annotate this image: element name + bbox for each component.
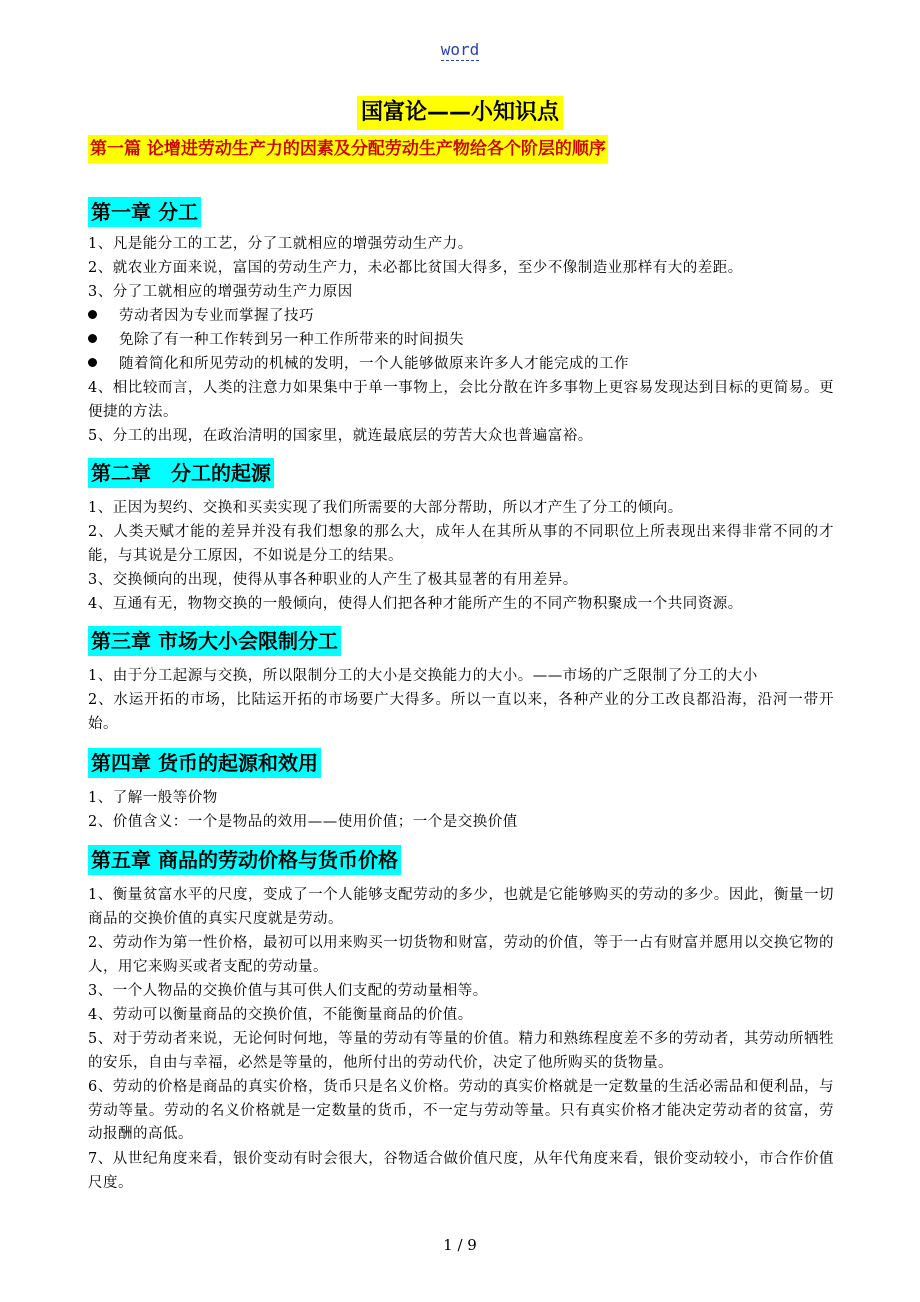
paragraph: 6、劳动的价格是商品的真实价格，货币只是名义价格。劳动的真实价格就是一定数量的生活必需品和便利品，与劳动等量。劳动的名义价格就是一定数量的货币，不一定与劳动等量。只有真实价格才能决定劳动者的贫富，劳动报酬的高低。 <box>88 1079 834 1142</box>
part-heading: 第一篇 论增进劳动生产力的因素及分配劳动生产物给各个阶层的顺序 <box>88 135 608 163</box>
paragraph: 4、劳动可以衡量商品的交换价值，不能衡量商品的价值。 <box>88 1007 473 1023</box>
paragraph: 2、人类天赋才能的差异并没有我们想象的那么大，成年人在其所从事的不同职位上所表现出来得非常不同的才能，与其说是分工原因，不如说是分工的结果。 <box>88 524 834 564</box>
paragraph: 7、从世纪角度来看，银价变动有时会很大，谷物适合做价值尺度，从年代角度来看，银价变动较小，市合作价值尺度。 <box>88 1151 834 1191</box>
paragraph: 4、互通有无，物物交换的一般倾向，使得人们把各种才能所产生的不同产物积聚成一个共同资源。 <box>88 596 743 612</box>
header-word-link[interactable]: word <box>440 40 480 59</box>
bullet-dot-icon <box>88 334 97 343</box>
bullet-item: 随着简化和所见劳动的机械的发明，一个人能够做原来许多人才能完成的工作 <box>88 353 629 377</box>
paragraph: 1、凡是能分工的工艺，分了工就相应的增强劳动生产力。 <box>88 236 473 252</box>
paragraph: 2、就农业方面来说，富国的劳动生产力，未必都比贫国大得多，至少不像制造业那样有大的差距。 <box>88 260 743 276</box>
chapter-heading-2: 第二章 分工的起源 <box>88 458 274 488</box>
paragraph: 5、对于劳动者来说，无论何时何地，等量的劳动有等量的价值。精力和熟练程度差不多的劳动者，其劳动所牺牲的安乐，自由与幸福，必然是等量的，他所付出的劳动代价，决定了他所购买的货物量。 <box>88 1031 834 1071</box>
document-title: 国富论——小知识点 <box>357 96 563 130</box>
bullet-dot-icon <box>88 358 97 367</box>
paragraph: 5、分工的出现，在政治清明的国家里，就连最底层的劳苦大众也普遍富裕。 <box>88 428 593 444</box>
chapter-heading-1: 第一章 分工 <box>88 197 201 227</box>
paragraph: 3、分了工就相应的增强劳动生产力原因 <box>88 284 353 300</box>
paragraph: 1、了解一般等价物 <box>88 790 218 806</box>
chapter-heading-3: 第三章 市场大小会限制分工 <box>88 626 341 656</box>
paragraph: 1、由于分工起源与交换，所以限制分工的大小是交换能力的大小。——市场的广乏限制了分工的大小 <box>88 668 758 684</box>
page-number: 1 / 9 <box>443 1236 477 1254</box>
chapter-heading-4: 第四章 货币的起源和效用 <box>88 748 321 778</box>
paragraph: 2、水运开拓的市场，比陆运开拓的市场要广大得多。所以一直以来，各种产业的分工改良都沿海，沿河一带开始。 <box>88 692 834 732</box>
bullet-item: 劳动者因为专业而掌握了技巧 <box>88 305 314 329</box>
chapter-heading-5: 第五章 商品的劳动价格与货币价格 <box>88 845 401 875</box>
bullet-dot-icon <box>88 310 97 319</box>
paragraph: 1、衡量贫富水平的尺度，变成了一个人能够支配劳动的多少，也就是它能够购买的劳动的多少。因此，衡量一切商品的交换价值的真实尺度就是劳动。 <box>88 887 834 927</box>
paragraph: 2、价值含义：一个是物品的效用——使用价值；一个是交换价值 <box>88 814 518 830</box>
paragraph: 1、正因为契约、交换和买卖实现了我们所需要的大部分帮助，所以才产生了分工的倾向。 <box>88 500 683 516</box>
bullet-item: 免除了有一种工作转到另一种工作所带来的时间损失 <box>88 329 464 353</box>
paragraph: 3、交换倾向的出现，使得从事各种职业的人产生了极其显著的有用差异。 <box>88 572 578 588</box>
paragraph: 3、一个人物品的交换价值与其可供人们支配的劳动量相等。 <box>88 983 488 999</box>
paragraph: 2、劳动作为第一性价格，最初可以用来购买一切货物和财富，劳动的价值，等于一占有财富并愿用以交换它物的人，用它来购买或者支配的劳动量。 <box>88 935 834 975</box>
paragraph: 4、相比较而言，人类的注意力如果集中于单一事物上，会比分散在许多事物上更容易发现达到目标的更简易。更便捷的方法。 <box>88 380 834 420</box>
